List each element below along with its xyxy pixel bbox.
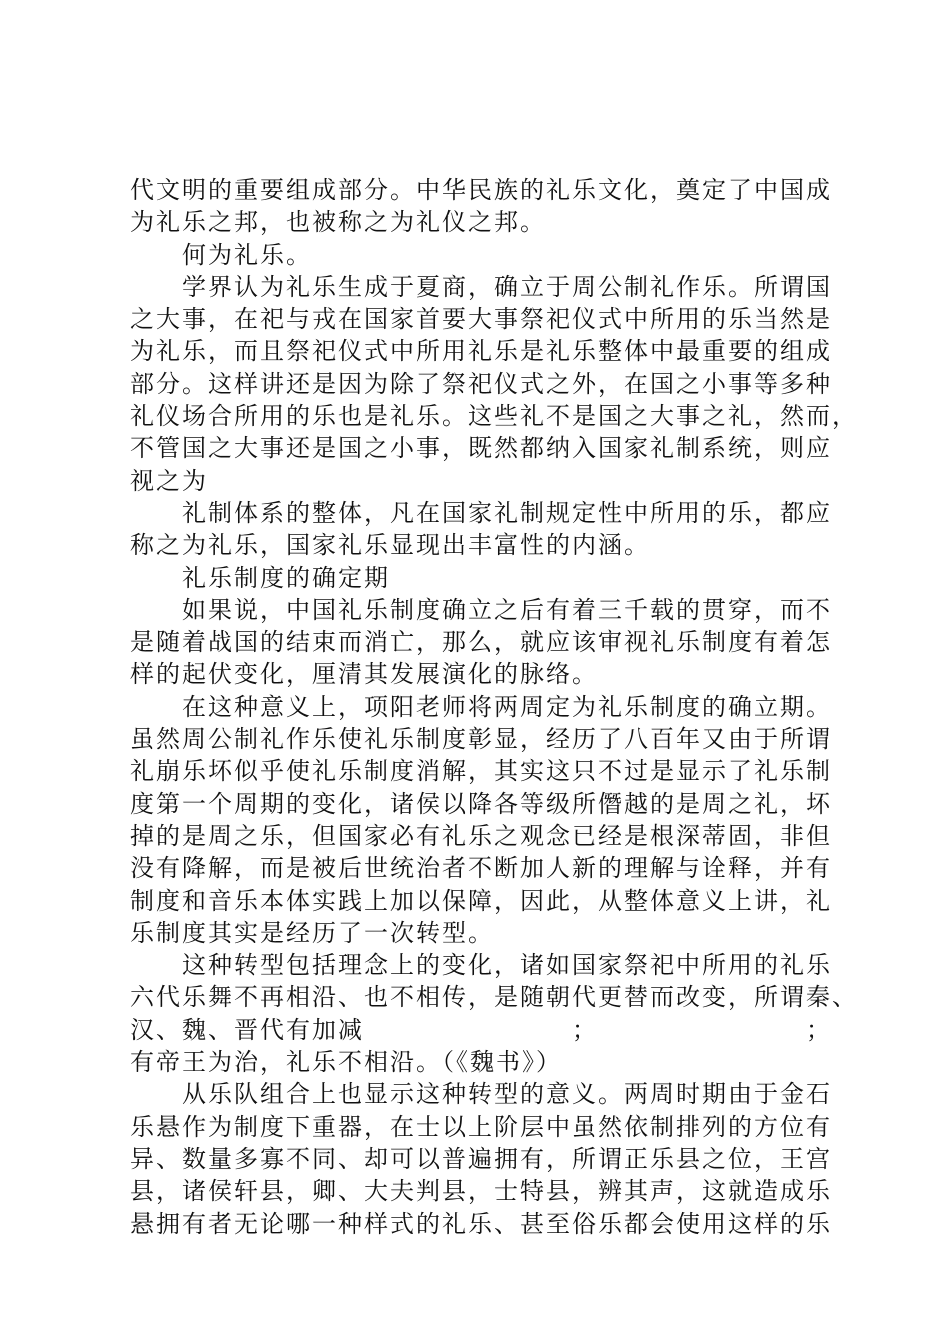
- text-line: 县，诸侯轩县，卿、大夫判县，士特县，辨其声，这就造成乐: [130, 1177, 832, 1206]
- text-line: 学界认为礼乐生成于夏商，确立于周公制礼作乐。所谓国: [182, 272, 832, 301]
- text-fragment: ；: [572, 1015, 598, 1044]
- text-line: 乐悬作为制度下重器，在士以上阶层中虽然依制排列的方位有: [130, 1112, 832, 1141]
- text-line: 乐制度其实是经历了一次转型。: [130, 918, 494, 947]
- text-line: 是随着战国的结束而消亡，那么，就应该审视礼乐制度有着怎: [130, 628, 832, 657]
- text-line: 制度和音乐本体实践上加以保障，因此，从整体意义上讲，礼: [130, 886, 832, 915]
- text-line: 礼崩乐坏似乎使礼乐制度消解，其实这只不过是显示了礼乐制: [130, 757, 832, 786]
- text-line-with-gaps: [130, 1014, 832, 1046]
- text-line: 视之为: [130, 466, 208, 495]
- text-line: 不管国之大事还是国之小事，既然都纳入国家礼制系统，则应: [130, 434, 832, 463]
- text-line: 为礼乐之邦，也被称之为礼仪之邦。: [130, 208, 546, 237]
- text-line: 掉的是周之乐，但国家必有礼乐之观念已经是根深蒂固，非但: [130, 821, 832, 850]
- text-line: 六代乐舞不再相沿、也不相传，是随朝代更替而改变，所谓秦、: [130, 983, 858, 1012]
- text-fragment: 汉、魏、晋代有加减: [130, 1015, 364, 1044]
- section-heading: 何为礼乐。: [182, 240, 312, 269]
- text-line: 这种转型包括理念上的变化，诸如国家祭祀中所用的礼乐: [182, 951, 832, 980]
- text-line: 从乐队组合上也显示这种转型的意义。两周时期由于金石: [182, 1080, 832, 1109]
- text-line: 之大事，在祀与戎在国家首要大事祭祀仪式中所用的乐当然是: [130, 305, 832, 334]
- text-line: 异、数量多寡不同、却可以普遍拥有，所谓正乐县之位，王宫: [130, 1144, 832, 1173]
- text-line: 悬拥有者无论哪一种样式的礼乐、甚至俗乐都会使用这样的乐: [130, 1209, 832, 1238]
- text-line: 礼仪场合所用的乐也是礼乐。这些礼不是国之大事之礼，然而，: [130, 402, 858, 431]
- section-heading: 礼乐制度的确定期: [182, 563, 390, 592]
- text-line: 称之为礼乐，国家礼乐显现出丰富性的内涵。: [130, 531, 650, 560]
- text-line: 虽然周公制礼作乐使礼乐制度彰显，经历了八百年又由于所谓: [130, 725, 832, 754]
- text-line: 代文明的重要组成部分。中华民族的礼乐文化，奠定了中国成: [130, 176, 832, 204]
- text-fragment: ；: [806, 1015, 832, 1044]
- text-line: 如果说，中国礼乐制度确立之后有着三千载的贯穿，而不: [182, 595, 832, 624]
- text-line: 有帝王为治，礼乐不相沿。（《魏书》）: [130, 1048, 562, 1077]
- text-line: 在这种意义上，项阳老师将两周定为礼乐制度的确立期。: [182, 692, 832, 721]
- text-line: 部分。这样讲还是因为除了祭祀仪式之外，在国之小事等多种: [130, 369, 832, 398]
- text-line: 礼制体系的整体，凡在国家礼制规定性中所用的乐，都应: [182, 498, 832, 527]
- text-line: 为礼乐，而且祭祀仪式中所用礼乐是礼乐整体中最重要的组成: [130, 337, 832, 366]
- text-line: 没有降解，而是被后世统治者不断加人新的理解与诠释，并有: [130, 854, 832, 883]
- text-line: 度第一个周期的变化，诸侯以降各等级所僭越的是周之礼，坏: [130, 789, 832, 818]
- text-line: 样的起伏变化，厘清其发展演化的脉络。: [130, 660, 598, 689]
- document-body: [130, 174, 858, 1240]
